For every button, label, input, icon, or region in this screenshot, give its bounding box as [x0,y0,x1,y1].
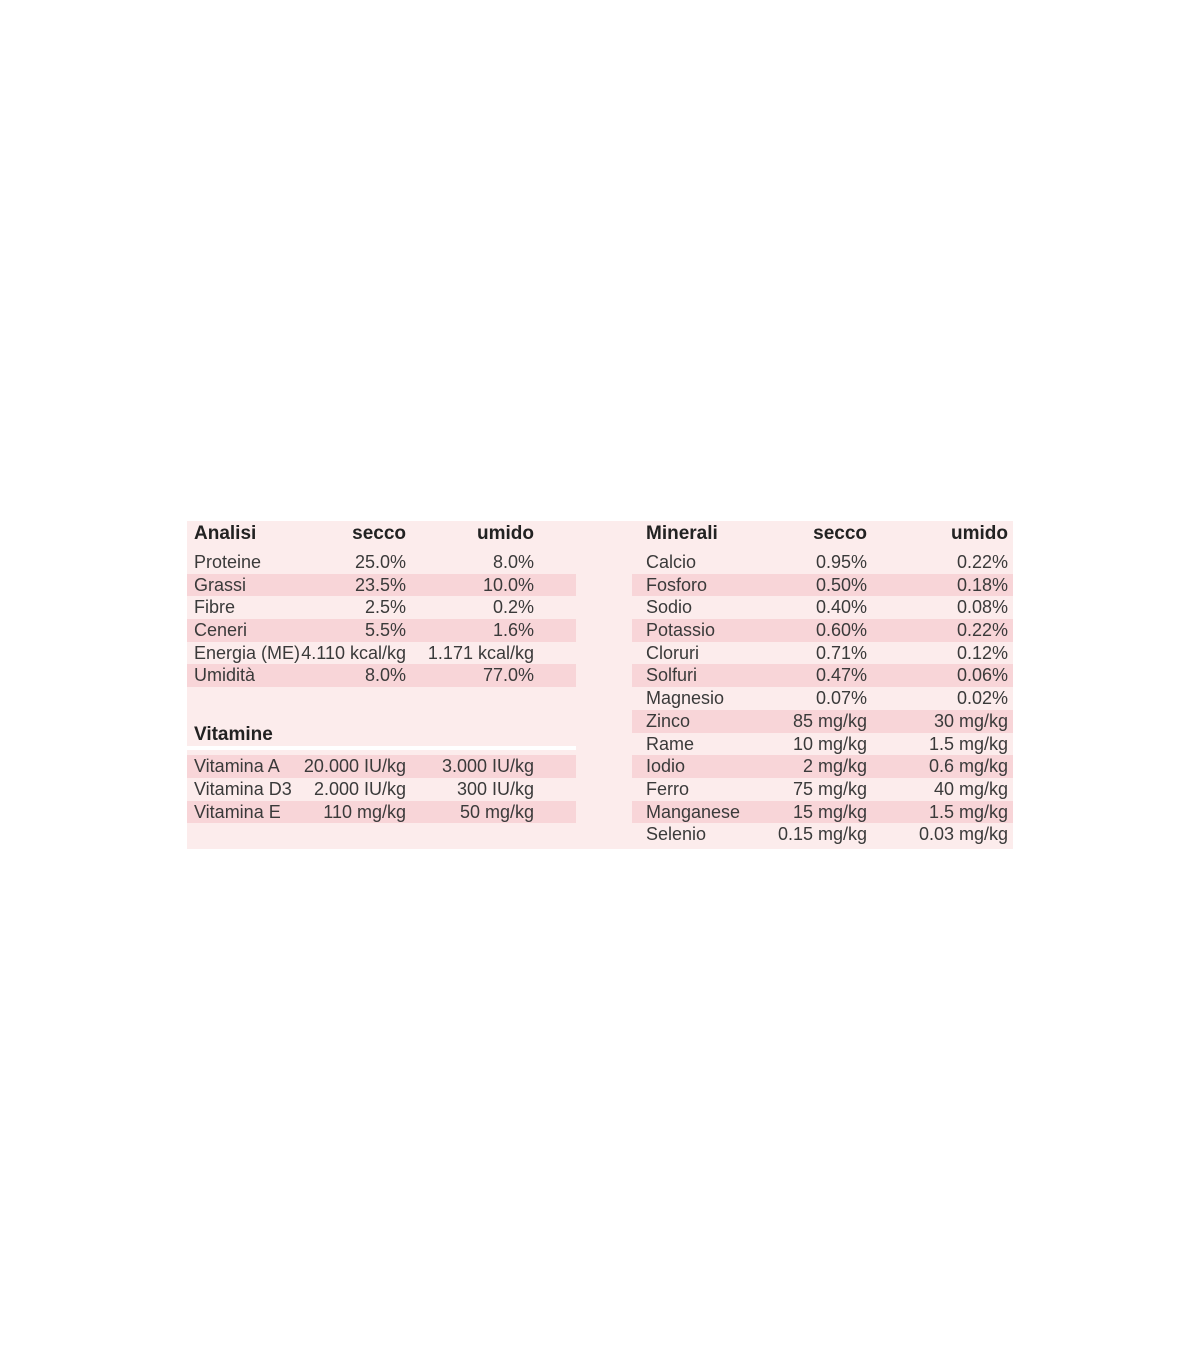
table-row: Fosforo 0.50% 0.18% [632,574,1013,597]
minerali-table [632,521,1013,846]
vitamine-divider [187,746,576,750]
minerali-col-secco: secco [813,523,867,544]
table-row: Ceneri 5.5% 1.6% [187,619,576,642]
table-row: Umidità 8.0% 77.0% [187,664,576,687]
analisi-header [187,521,576,547]
table-row: Proteine 25.0% 8.0% [194,552,534,572]
analisi-table [187,521,576,823]
table-row: Vitamina A 20.000 IU/kg 3.000 IU/kg [187,755,576,778]
table-row: Magnesio 0.07% 0.02% [646,688,1008,709]
analisi-title: Analisi [194,523,257,544]
table-row: Potassio 0.60% 0.22% [632,619,1013,642]
minerali-col-umido: umido [951,523,1008,544]
table-row: Energia (ME) 4.110 kcal/kg 1.171 kcal/kg [194,642,534,663]
table-row: Solfuri 0.47% 0.06% [632,664,1013,687]
table-row: Grassi 23.5% 10.0% [187,574,576,597]
table-row: Manganese 15 mg/kg 1.5 mg/kg [632,801,1013,824]
table-row: Sodio 0.40% 0.08% [646,597,1008,618]
table-row: Vitamina E 110 mg/kg 50 mg/kg [187,801,576,824]
table-row: Vitamina D3 2.000 IU/kg 300 IU/kg [194,778,534,799]
vitamine-title: Vitamine [194,724,273,746]
analisi-col-secco: secco [352,523,406,544]
minerali-title: Minerali [646,523,718,544]
analisi-col-umido: umido [477,523,534,544]
vitamine-header [187,722,576,748]
table-row: Ferro 75 mg/kg 40 mg/kg [646,778,1008,799]
table-row: Rame 10 mg/kg 1.5 mg/kg [646,733,1008,754]
table-row: Cloruri 0.71% 0.12% [646,642,1008,663]
table-row: Iodio 2 mg/kg 0.6 mg/kg [632,755,1013,778]
table-row: Zinco 85 mg/kg 30 mg/kg [632,710,1013,733]
table-row: Calcio 0.95% 0.22% [646,552,1008,572]
table-row: Fibre 2.5% 0.2% [194,597,534,618]
table-row: Selenio 0.15 mg/kg 0.03 mg/kg [646,824,1008,845]
minerali-header [632,521,1013,547]
